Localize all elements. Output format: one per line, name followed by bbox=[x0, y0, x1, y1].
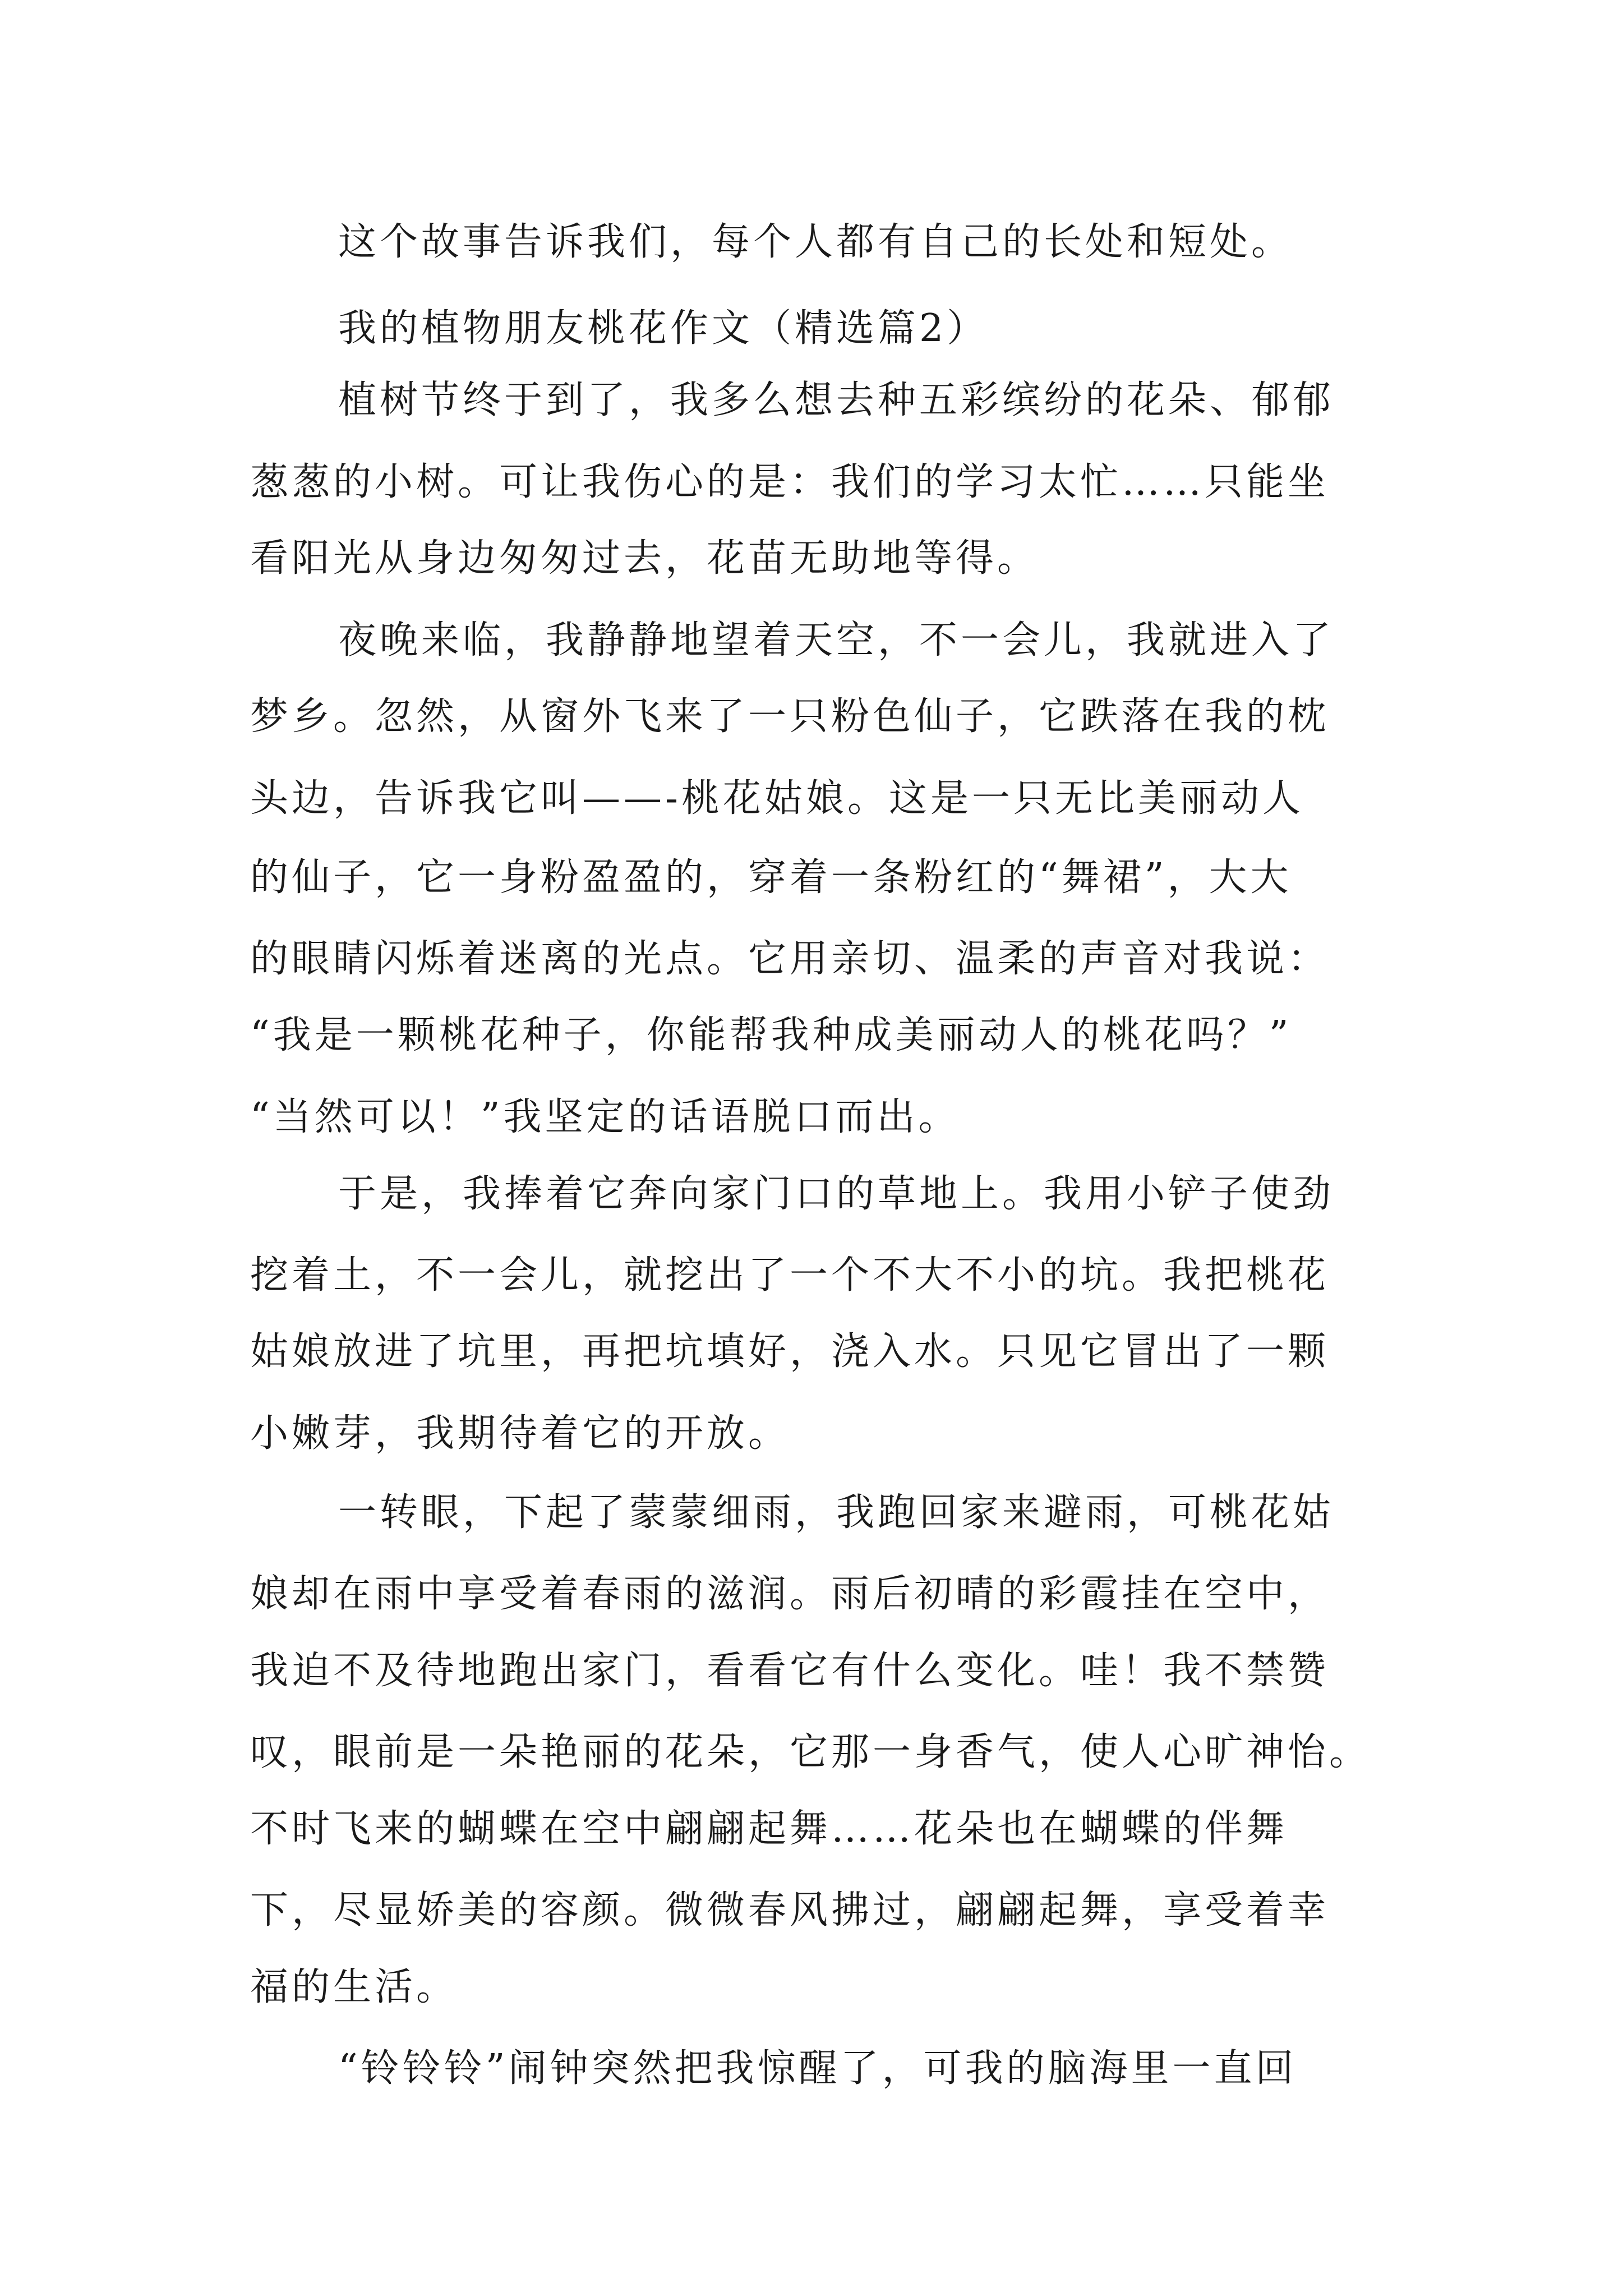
text-line: 福的生活。 bbox=[250, 1965, 458, 2009]
text-line: 娘却在雨中享受着春雨的滋润。雨后初晴的彩霞挂在空中， bbox=[250, 1572, 1330, 1616]
section-heading: 我的植物朋友桃花作文（精选篇2） bbox=[338, 306, 989, 351]
text-line: 挖着土，不一会儿，就挖出了一个不大不小的坑。我把桃花 bbox=[250, 1253, 1330, 1297]
text-line: 梦乡。忽然，从窗外飞来了一只粉色仙子，它跌落在我的枕 bbox=[250, 694, 1330, 739]
text-line: 头边，告诉我它叫——-桃花姑娘。这是一只无比美丽动人 bbox=[250, 776, 1304, 821]
text-line: 一转眼，下起了蒙蒙细雨，我跑回家来避雨，可桃花姑 bbox=[338, 1490, 1335, 1535]
text-line: 的眼睛闪烁着迷离的光点。它用亲切、温柔的声音对我说： bbox=[250, 937, 1330, 981]
text-line: 于是，我捧着它奔向家门口的草地上。我用小铲子使劲 bbox=[338, 1172, 1335, 1216]
text-line: 叹，眼前是一朵艳丽的花朵，它那一身香气，使人心旷神怡。 bbox=[250, 1730, 1371, 1774]
text-line: 小嫩芽，我期待着它的开放。 bbox=[250, 1411, 790, 1456]
text-line: 植树节终于到了，我多么想去种五彩缤纷的花朵、郁郁 bbox=[338, 378, 1335, 422]
text-line: “铃铃铃”闹钟突然把我惊醒了，可我的脑海里一直回 bbox=[338, 2046, 1297, 2091]
text-line: 葱葱的小树。可让我伤心的是：我们的学习太忙……只能坐 bbox=[250, 460, 1330, 504]
text-line: 我迫不及待地跑出家门，看看它有什么变化。哇！我不禁赞 bbox=[250, 1649, 1330, 1693]
text-line: 下，尽显娇美的容颜。微微春风拂过，翩翩起舞，享受着幸 bbox=[250, 1888, 1330, 1932]
text-line: 夜晚来临，我静静地望着天空，不一会儿，我就进入了 bbox=[338, 618, 1335, 662]
text-line: 这个故事告诉我们，每个人都有自己的长处和短处。 bbox=[338, 220, 1293, 264]
text-line: 的仙子，它一身粉盈盈的，穿着一条粉红的“舞裙”，大大 bbox=[250, 855, 1292, 900]
text-line: “当然可以！”我坚定的话语脱口而出。 bbox=[250, 1095, 960, 1139]
text-line: 看阳光从身边匆匆过去，花苗无助地等得。 bbox=[250, 536, 1039, 581]
text-line: 姑娘放进了坑里，再把坑填好，浇入水。只见它冒出了一颗 bbox=[250, 1329, 1330, 1374]
text-line: “我是一颗桃花种子，你能帮我种成美丽动人的桃花吗？” bbox=[250, 1013, 1292, 1057]
text-line: 不时飞来的蝴蝶在空中翩翩起舞……花朵也在蝴蝶的伴舞 bbox=[250, 1807, 1288, 1851]
